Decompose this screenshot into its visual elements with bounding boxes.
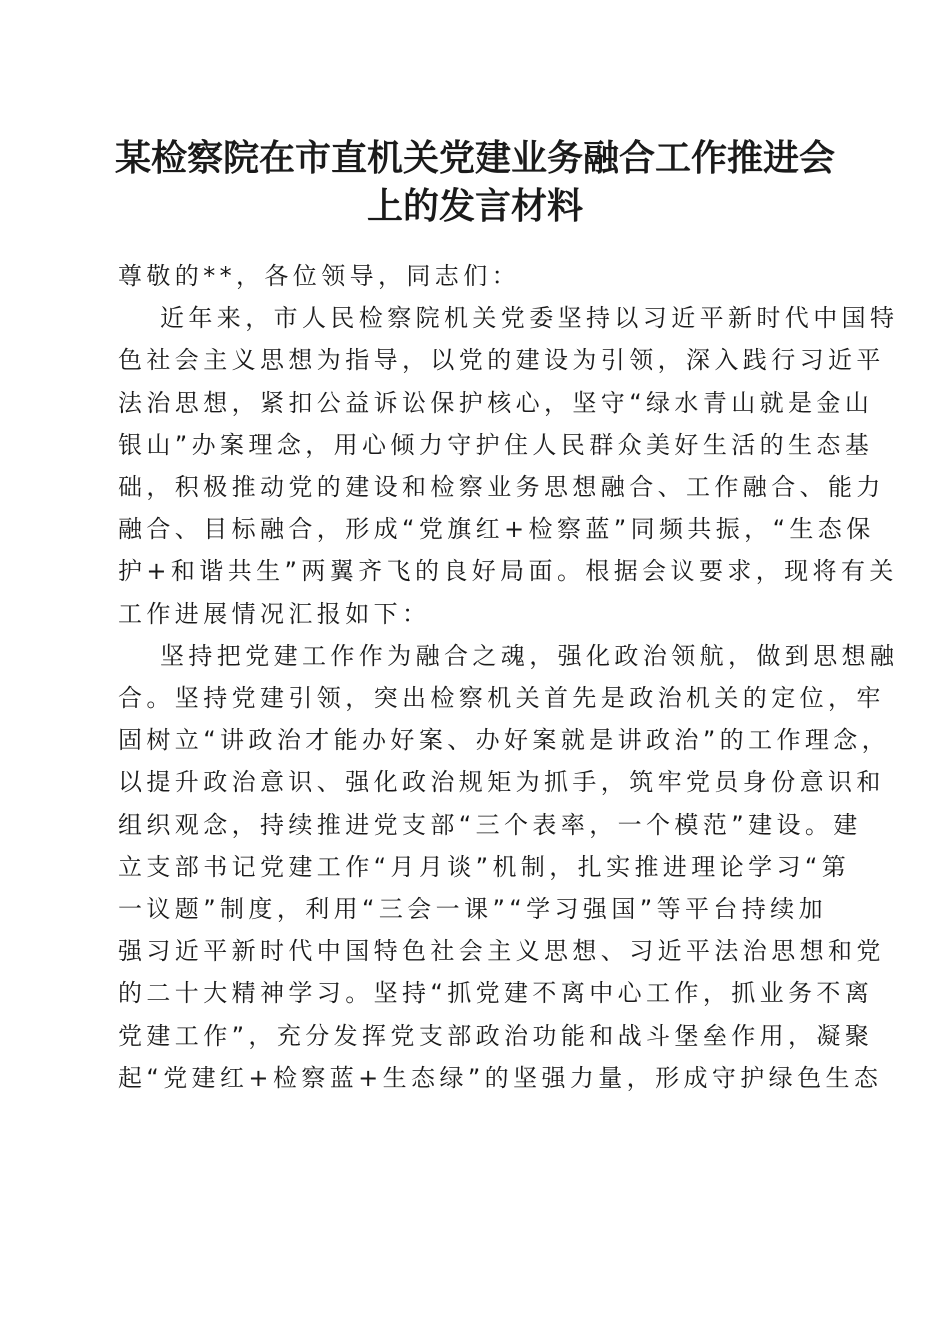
salutation-text: 尊敬的**，各位领导，同志们： <box>118 262 520 290</box>
paragraph-line: 立支部书记党建工作“月月谈”机制，扎实推进理论学习“第 <box>118 852 851 881</box>
paragraph-2 <box>118 635 899 1099</box>
paragraph-1 <box>118 297 899 635</box>
document-title <box>100 134 850 230</box>
document-body <box>118 255 899 1099</box>
paragraph-line: 近年来，市人民检察院机关党委坚持以习近平新时代中国特 <box>160 304 899 333</box>
paragraph-line: 础，积极推动党的建设和检察业务思想融合、工作融合、能力 <box>118 473 885 502</box>
title-line-2: 上的发言材料 <box>366 185 583 227</box>
paragraph-line: 一议题”制度，利用“三会一课”“学习强国”等平台持续加 <box>118 895 827 924</box>
paragraph-line: 坚持把党建工作作为融合之魂，强化政治领航，做到思想融 <box>160 641 899 670</box>
paragraph-line: 工作进展情况汇报如下： <box>118 599 431 628</box>
paragraph-line: 色社会主义思想为指导，以党的建设为引领，深入践行习近平 <box>118 346 885 375</box>
salutation <box>118 255 836 297</box>
paragraph-line: 固树立“讲政治才能办好案、办好案就是讲政治”的工作理念， <box>118 726 891 755</box>
paragraph-line: 的二十大精神学习。坚持“抓党建不离中心工作，抓业务不离 <box>118 979 874 1008</box>
paragraph-line: 起“党建红+检察蓝+生态绿”的坚强力量，形成守护绿色生态 <box>118 1063 883 1092</box>
paragraph-line: 党建工作”，充分发挥党支部政治功能和战斗堡垒作用，凝聚 <box>118 1021 874 1050</box>
paragraph-line: 合。坚持党建引领，突出检察机关首先是政治机关的定位，牢 <box>118 684 885 713</box>
paragraph-line: 以提升政治意识、强化政治规矩为抓手，筑牢党员身份意识和 <box>118 768 885 797</box>
paragraph-line: 护+和谐共生”两翼齐飞的良好局面。根据会议要求，现将有关 <box>118 557 898 586</box>
paragraph-line: 组织观念，持续推进党支部“三个表率，一个模范”建设。建 <box>118 810 862 839</box>
paragraph-line: 强习近平新时代中国特色社会主义思想、习近平法治思想和党 <box>118 937 885 966</box>
paragraph-line: 法治思想，紧扣公益诉讼保护核心，坚守“绿水青山就是金山 <box>118 388 874 417</box>
title-line-1: 某检察院在市直机关党建业务融合工作推进会 <box>114 137 835 179</box>
paragraph-line: 银山”办案理念，用心倾力守护住人民群众美好生活的生态基 <box>118 430 874 459</box>
paragraph-line: 融合、目标融合，形成“党旗红+检察蓝”同频共振，“生态保 <box>118 515 875 544</box>
